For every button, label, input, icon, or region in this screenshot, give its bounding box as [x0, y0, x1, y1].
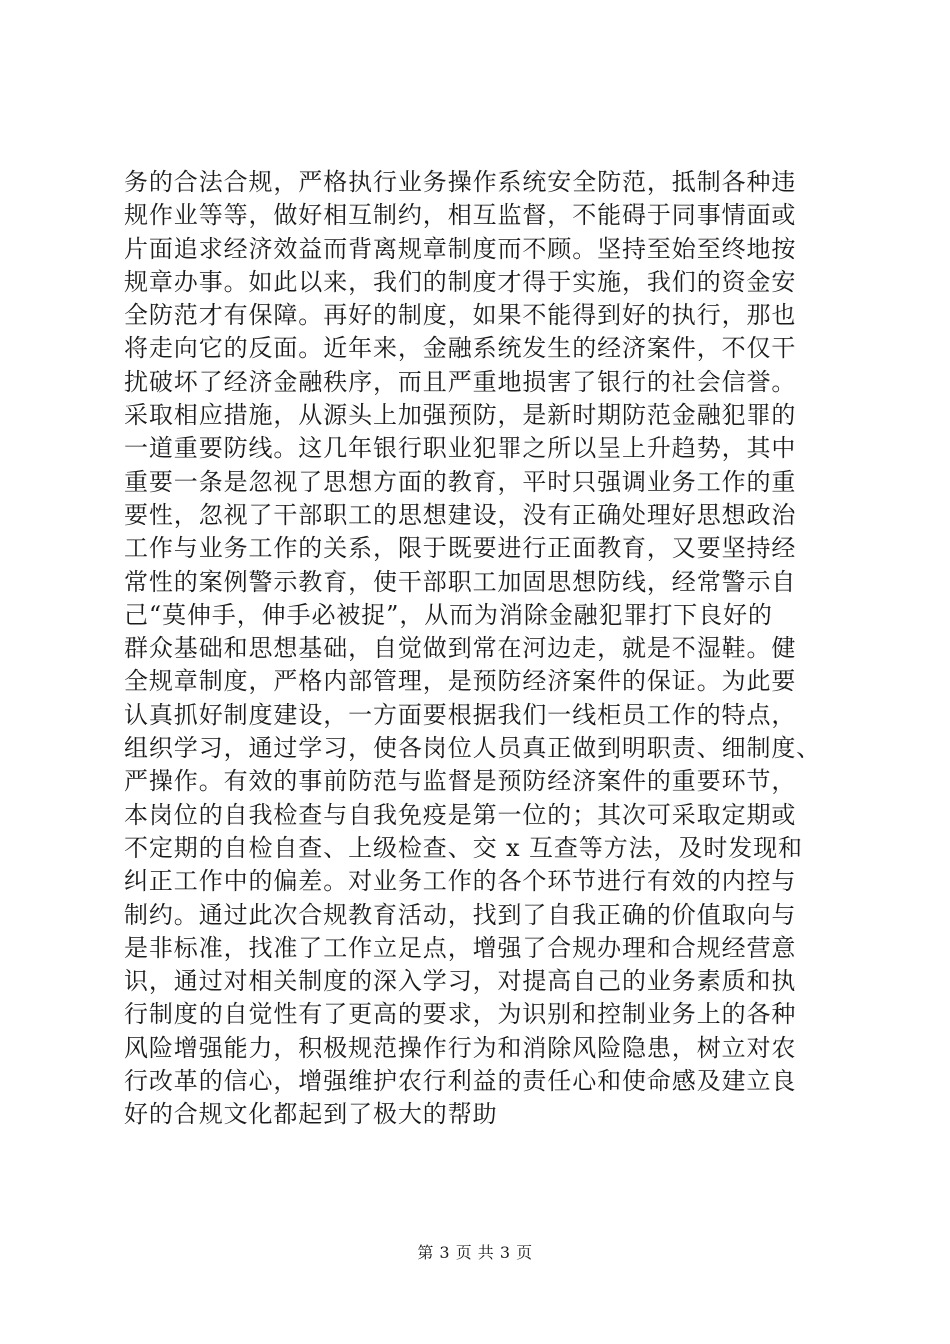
text-line: 要性，忽视了干部职工的思想建设，没有正确处理好思想政治 [124, 500, 797, 529]
text-line: 常性的案例警示教育，使干部职工加固思想防线，经常警示自 [124, 567, 797, 596]
text-line: 本岗位的自我检查与自我免疫是第一位的；其次可采取定期或 [124, 800, 797, 829]
text-line: 组织学习，通过学习，使各岗位人员真正做到明职责、细制度、 [124, 734, 822, 763]
text-line: 采取相应措施，从源头上加强预防，是新时期防范金融犯罪的 [124, 401, 797, 430]
text-line: 一道重要防线。这几年银行职业犯罪之所以呈上升趋势，其中 [124, 434, 797, 463]
page-number-footer: 第 3 页 共 3 页 [417, 1243, 533, 1262]
text-line: 将走向它的反面。近年来，金融系统发生的经济案件，不仅干 [124, 334, 797, 363]
text-line: 是非标准，找准了工作立足点，增强了合规办理和合规经营意 [124, 933, 797, 962]
text-line: 行改革的信心，增强维护农行利益的责任心和使命感及建立良 [124, 1067, 797, 1096]
text-line: 制约。通过此次合规教育活动，找到了自我正确的价值取向与 [124, 900, 797, 929]
text-line: 严操作。有效的事前防范与监督是预防经济案件的重要环节， [124, 767, 797, 796]
text-line: 认真抓好制度建设，一方面要根据我们一线柜员工作的特点， [124, 700, 797, 729]
text-line: 群众基础和思想基础，自觉做到常在河边走，就是不湿鞋。健 [124, 634, 797, 663]
text-line: 风险增强能力，积极规范操作行为和消除风险隐患，树立对农 [124, 1033, 797, 1062]
text-line: 务的合法合规，严格执行业务操作系统安全防范，抵制各种违 [124, 168, 797, 196]
text-line: 规作业等等，做好相互制约，相互监督，不能碍于同事情面或 [124, 201, 797, 230]
body-paragraph [124, 166, 832, 1132]
text-line: 纠正工作中的偏差。对业务工作的各个环节进行有效的内控与 [124, 867, 797, 896]
text-line: 扰破坏了经济金融秩序，而且严重地损害了银行的社会信誉。 [124, 367, 797, 396]
text-line: 全防范才有保障。再好的制度，如果不能得到好的执行，那也 [124, 301, 797, 330]
text-line: 片面追求经济效益而背离规章制度而不顾。坚持至始至终地按 [124, 234, 797, 263]
text-line: 己“莫伸手，伸手必被捉”，从而为消除金融犯罪打下良好的 [124, 600, 773, 629]
text-line: 规章办事。如此以来，我们的制度才得于实施，我们的资金安 [124, 267, 797, 296]
text-line: 识，通过对相关制度的深入学习，对提高自己的业务素质和执 [124, 967, 797, 996]
text-line: 重要一条是忽视了思想方面的教育，平时只强调业务工作的重 [124, 467, 797, 496]
text-line: 全规章制度，严格内部管理，是预防经济案件的保证。为此要 [124, 667, 797, 696]
text-line: 不定期的自检自查、上级检查、交 x 互查等方法，及时发现和 [124, 833, 803, 862]
text-line: 工作与业务工作的关系，限于既要进行正面教育，又要坚持经 [124, 534, 797, 563]
text-line: 好的合规文化都起到了极大的帮助 [124, 1100, 498, 1129]
text-line: 行制度的自觉性有了更高的要求，为识别和控制业务上的各种 [124, 1000, 797, 1029]
